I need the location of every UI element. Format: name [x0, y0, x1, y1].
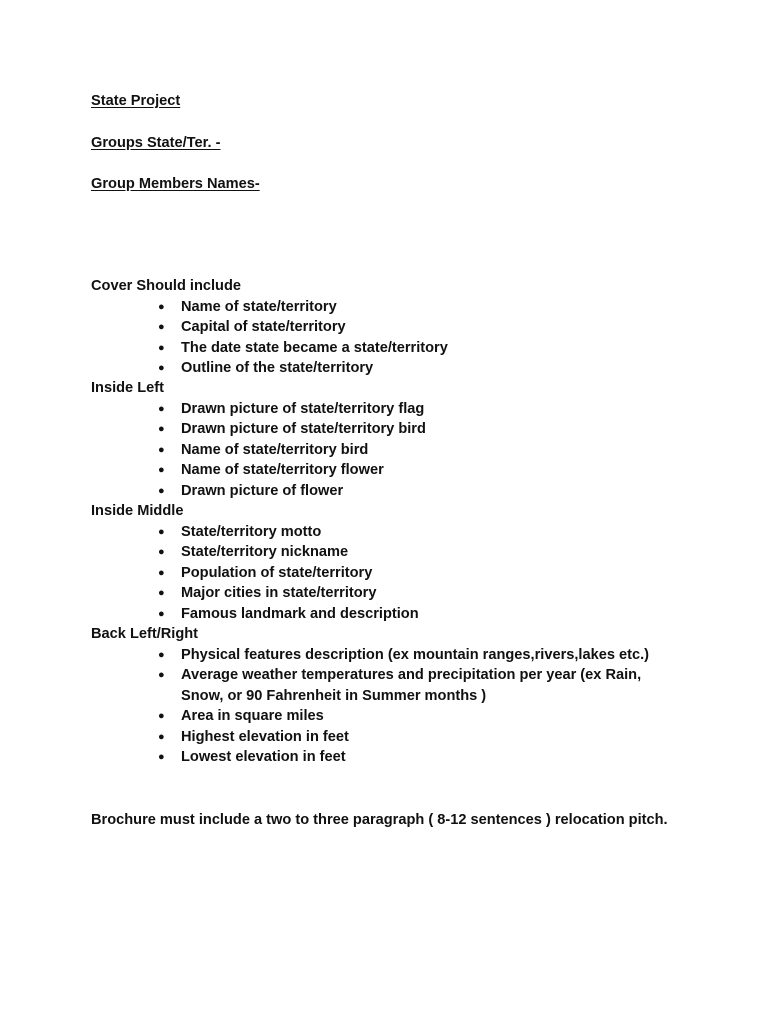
section-inside-middle: [91, 501, 681, 624]
list-item: [91, 604, 681, 625]
list-item-text: Name of state/territory: [181, 298, 337, 315]
list-item: [91, 542, 681, 563]
section-back-left-right: [91, 624, 681, 768]
list-item-text: Name of state/territory bird: [181, 441, 369, 458]
bullet-icon: ●: [158, 546, 165, 558]
list-item: [91, 645, 681, 666]
bullet-icon: ●: [158, 341, 165, 354]
list-item-text: Name of state/territory flower: [181, 462, 384, 478]
list-item-text: Famous landmark and description: [181, 605, 419, 622]
bullet-icon: ●: [158, 607, 165, 620]
section-cover: [91, 276, 681, 379]
list-item: [91, 706, 681, 727]
list-item-text: State/territory motto: [181, 523, 322, 540]
bullet-icon: ●: [158, 484, 165, 497]
bullet-icon: ●: [158, 362, 165, 374]
bullet-list: [91, 522, 681, 625]
list-item: [91, 747, 681, 768]
list-item: [91, 317, 681, 338]
section-inside-left: [91, 378, 681, 501]
document-title: State Project: [91, 93, 181, 109]
bullet-icon: ●: [158, 730, 165, 743]
list-item-text: Capital of state/territory: [181, 319, 346, 335]
bullet-icon: ●: [158, 669, 165, 681]
list-item: [91, 399, 681, 420]
bullet-list: [91, 645, 681, 768]
list-item-text: Drawn picture of state/territory flag: [181, 400, 425, 417]
list-item-text: Area in square miles: [181, 708, 324, 724]
list-item: [91, 338, 681, 359]
closing-requirement: Brochure must include a two to three paragraph ( 8-12 sentences ) relocation pitch.: [91, 812, 668, 828]
bullet-icon: ●: [158, 402, 165, 415]
bullet-icon: ●: [158, 525, 165, 538]
bullet-icon: ●: [158, 566, 165, 579]
list-item-text: Population of state/territory: [181, 564, 373, 581]
bullet-icon: ●: [158, 321, 165, 333]
groups-state-label: Groups State/Ter. -: [91, 135, 221, 151]
group-members-label: Group Members Names-: [91, 176, 260, 192]
list-item: [91, 727, 681, 748]
bullet-icon: ●: [158, 710, 165, 722]
list-item: [91, 460, 681, 481]
bullet-icon: ●: [158, 443, 165, 456]
list-item: [91, 665, 681, 706]
list-item-text: The date state became a state/territory: [181, 339, 448, 356]
list-item: [91, 440, 681, 461]
list-item: [91, 358, 681, 379]
section-heading: Inside Middle: [91, 503, 184, 519]
list-item-text: Lowest elevation in feet: [181, 749, 346, 765]
list-item: [91, 563, 681, 584]
list-item: [91, 583, 681, 604]
list-item: [91, 419, 681, 440]
list-item-text: Outline of the state/territory: [181, 360, 374, 376]
list-item: [91, 297, 681, 318]
bullet-icon: ●: [158, 587, 165, 599]
list-item-text: State/territory nickname: [181, 544, 349, 560]
bullet-list: [91, 399, 681, 502]
list-item-text: Drawn picture of flower: [181, 482, 344, 499]
list-item-text: Physical features description (ex mountain ranges,rivers,lakes etc.): [181, 646, 649, 663]
list-item: [91, 522, 681, 543]
bullet-icon: ●: [158, 648, 165, 661]
section-heading: Inside Left: [91, 380, 164, 396]
section-heading: Cover Should include: [91, 278, 242, 294]
bullet-icon: ●: [158, 300, 165, 313]
list-item-text: Major cities in state/territory: [181, 585, 377, 601]
bullet-icon: ●: [158, 423, 165, 435]
list-item-text: Average weather temperatures and precipitation per year (ex Rain, Snow, or 90 Fahrenheit in Summer months ): [181, 667, 642, 704]
list-item-text: Highest elevation in feet: [181, 728, 349, 745]
list-item: [91, 481, 681, 502]
section-heading: Back Left/Right: [91, 626, 199, 642]
bullet-icon: ●: [158, 751, 165, 763]
list-item-text: Drawn picture of state/territory bird: [181, 421, 426, 437]
bullet-icon: ●: [158, 464, 165, 476]
bullet-list: [91, 297, 681, 379]
